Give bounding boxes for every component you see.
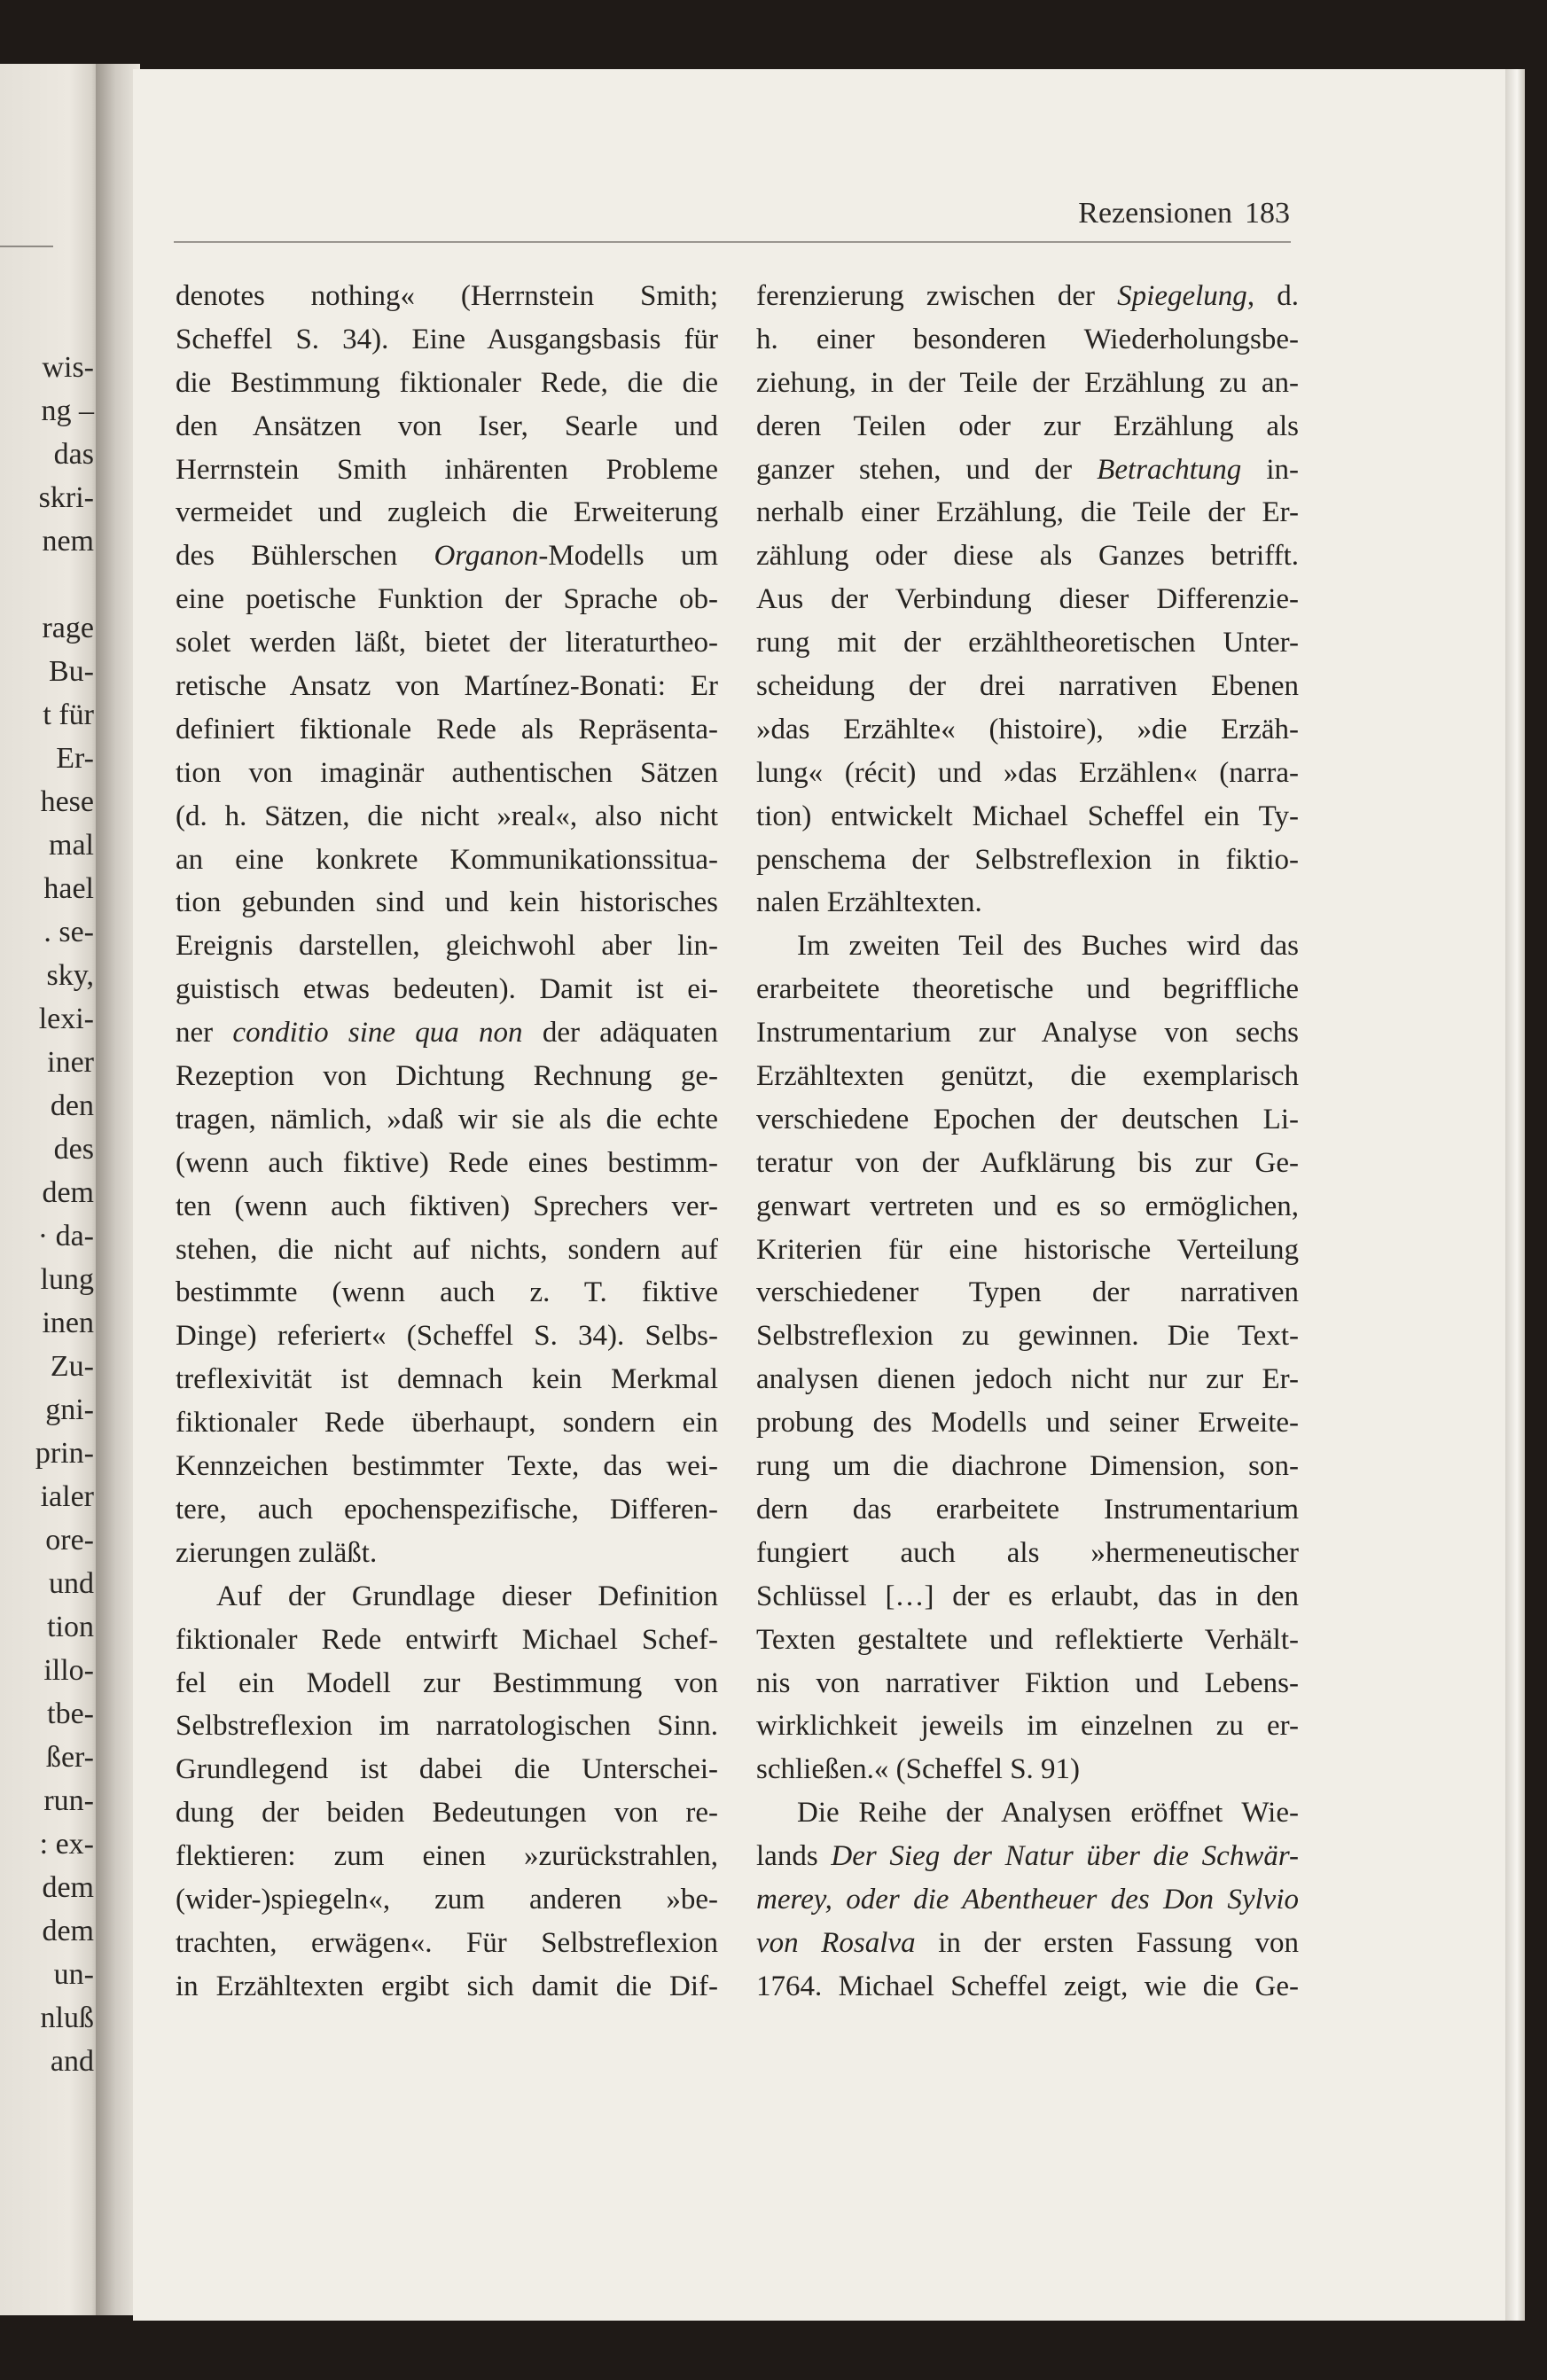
previous-page-fragment: den <box>50 1089 94 1122</box>
text-segment: treflexivität ist demnach kein Merkmal <box>176 1363 718 1396</box>
text-segment: scheidung der drei narrativen Ebenen <box>756 670 1299 703</box>
text-segment: verschiedener Typen der narrativen <box>756 1276 1299 1309</box>
previous-page-fragment: dem <box>42 1176 94 1209</box>
previous-page-fragment: inen <box>42 1307 94 1339</box>
text-line <box>176 362 718 405</box>
text-line <box>756 1229 1299 1272</box>
text-segment: zierungen zuläßt. <box>176 1536 378 1569</box>
text-segment: definiert fiktionale Rede als Repräsenta- <box>176 713 718 745</box>
text-line <box>176 1185 718 1229</box>
text-segment: tion von imaginär authentischen Sätzen <box>176 756 718 789</box>
text-segment: Dinge) referiert« (Scheffel S. 34). Selbs- <box>176 1320 718 1353</box>
previous-page-edge <box>0 64 99 2315</box>
text-segment: Kennzeichen bestimmter Texte, das wei- <box>176 1450 718 1483</box>
running-head <box>984 197 1290 238</box>
italic-text: conditio sine qua non <box>232 1017 523 1050</box>
text-segment: schließen.« (Scheffel S. 91) <box>756 1753 1081 1786</box>
text-segment: solet werden läßt, bietet der literaturtheo- <box>176 627 718 659</box>
text-line <box>176 881 718 925</box>
previous-page-fragment: wis- <box>42 351 94 384</box>
text-line <box>176 839 718 882</box>
text-segment: tragen, nämlich, »daß wir sie als die echte <box>176 1103 718 1135</box>
italic-text: Organon <box>434 540 539 573</box>
text-line <box>756 1878 1299 1922</box>
text-line <box>176 1878 718 1922</box>
text-line <box>756 665 1299 708</box>
text-segment: dung der beiden Bedeutungen von re- <box>176 1797 718 1830</box>
text-segment: penschema der Selbstreflexion in fiktio- <box>756 843 1299 876</box>
text-segment: Ereignis darstellen, gleichwohl aber lin- <box>176 930 718 963</box>
text-line <box>176 1142 718 1185</box>
text-segment: in der ersten Fassung von <box>915 1926 1299 1959</box>
text-segment: h. einer besonderen Wiederholungsbe- <box>756 323 1299 355</box>
text-segment: vermeidet und zugleich die Erweiterung <box>176 496 718 529</box>
previous-page-fragment: t für <box>43 698 94 731</box>
text-segment: , d. <box>1246 280 1299 312</box>
text-line <box>176 1315 718 1358</box>
text-line <box>176 1358 718 1401</box>
text-line <box>176 1098 718 1142</box>
text-line <box>756 535 1299 578</box>
text-segment: nerhalb einer Erzählung, die Teile der Er- <box>756 496 1299 529</box>
text-segment: zählung oder diese als Ganzes betrifft. <box>756 540 1299 573</box>
previous-page-fragment: prin- <box>35 1437 94 1470</box>
text-line <box>756 968 1299 1011</box>
text-segment: (wider-)spiegeln«, zum anderen »be- <box>176 1883 718 1916</box>
text-segment: fel ein Modell zur Bestimmung von <box>176 1666 718 1699</box>
text-line <box>756 405 1299 449</box>
text-segment: Instrumentarium zur Analyse von sechs <box>756 1017 1299 1050</box>
text-line <box>756 362 1299 405</box>
text-line <box>756 1011 1299 1055</box>
previous-page-fragment: ng – <box>41 394 94 427</box>
text-line <box>176 449 718 492</box>
text-segment: fiktionaler Rede entwirft Michael Schef- <box>176 1623 718 1656</box>
text-segment: denotes nothing« (Herrnstein Smith; <box>176 280 718 312</box>
text-line <box>756 795 1299 839</box>
italic-text: merey, oder die Abentheuer des Don Sylvio <box>756 1883 1299 1916</box>
text-line <box>756 1271 1299 1315</box>
text-line <box>176 1575 718 1619</box>
text-segment: tion gebunden sind und kein historisches <box>176 886 718 919</box>
text-segment: Im zweiten Teil des Buches wird das <box>797 930 1299 963</box>
text-segment: Texten gestaltete und reflektierte Verhält- <box>756 1623 1299 1656</box>
text-line <box>756 881 1299 925</box>
previous-page-fragment: un- <box>53 1958 94 1991</box>
text-line <box>756 275 1299 318</box>
text-column-left <box>176 275 718 2009</box>
text-line <box>176 405 718 449</box>
text-line <box>176 1705 718 1748</box>
previous-page-fragment: hese <box>40 785 94 818</box>
text-line <box>756 1358 1299 1401</box>
text-line <box>176 318 718 362</box>
text-line <box>756 1185 1299 1229</box>
text-segment: stehen, die nicht auf nichts, sondern auf <box>176 1233 718 1266</box>
previous-page-fragment: rage <box>42 612 94 644</box>
previous-page-fragment: lung <box>40 1263 94 1296</box>
text-segment: Scheffel S. 34). Eine Ausgangsbasis für <box>176 323 718 355</box>
text-line <box>756 752 1299 795</box>
text-line <box>176 708 718 752</box>
text-segment: rung mit der erzähltheoretischen Unter- <box>756 627 1299 659</box>
text-segment: Rezeption von Dichtung Rechnung ge- <box>176 1060 718 1093</box>
text-segment: analysen dienen jedoch nicht nur zur Er- <box>756 1363 1299 1396</box>
text-segment: Grundlegend ist dabei die Unterschei- <box>176 1753 718 1786</box>
text-line <box>176 1619 718 1662</box>
text-segment: in- <box>1241 453 1299 486</box>
text-line <box>176 1662 718 1705</box>
text-segment: Selbstreflexion zu gewinnen. Die Text- <box>756 1320 1299 1353</box>
text-segment: an eine konkrete Kommunikationssitua- <box>176 843 718 876</box>
previous-page-fragment: illo- <box>43 1654 94 1687</box>
text-line <box>756 925 1299 968</box>
text-line <box>176 795 718 839</box>
text-segment: 1764. Michael Scheffel zeigt, wie die Ge- <box>756 1970 1299 2002</box>
previous-page-fragment: tbe- <box>47 1697 94 1730</box>
text-segment: Auf der Grundlage dieser Definition <box>216 1580 718 1612</box>
previous-page-fragment: ialer <box>40 1480 94 1513</box>
text-line <box>176 1401 718 1445</box>
text-segment: in Erzähltexten ergibt sich damit die Dif- <box>176 1970 718 2002</box>
previous-page-header-rule <box>0 246 53 247</box>
previous-page-fragment: nluß <box>40 2002 94 2034</box>
previous-page-fragment: Bu- <box>49 655 94 688</box>
text-segment: teratur von der Aufklärung bis zur Ge- <box>756 1146 1299 1179</box>
text-segment: probung des Modells und seiner Erweite- <box>756 1407 1299 1440</box>
text-segment: deren Teilen oder zur Erzählung als <box>756 410 1299 442</box>
italic-text: Der Sieg der Natur über die Schwär- <box>831 1840 1299 1873</box>
text-segment: lands <box>756 1840 832 1873</box>
text-line <box>756 1922 1299 1965</box>
previous-page-fragment: und <box>49 1567 94 1600</box>
text-segment: dern das erarbeitete Instrumentarium <box>756 1493 1299 1526</box>
text-segment: Selbstreflexion im narratologischen Sinn. <box>176 1710 718 1743</box>
previous-page-fragment: run- <box>43 1784 94 1817</box>
text-line <box>176 1748 718 1791</box>
text-line <box>176 1965 718 2009</box>
text-segment: tion) entwickelt Michael Scheffel ein Ty- <box>756 800 1299 832</box>
text-line <box>756 449 1299 492</box>
text-line <box>176 578 718 621</box>
text-segment: nalen Erzähltexten. <box>756 886 982 919</box>
text-line <box>756 1315 1299 1358</box>
previous-page-fragment: lexi- <box>38 1003 94 1035</box>
text-line <box>176 275 718 318</box>
text-segment: Aus der Verbindung dieser Differenzie- <box>756 583 1299 616</box>
text-line <box>176 1055 718 1098</box>
text-segment: lung« (récit) und »das Erzählen« (narra- <box>756 756 1299 789</box>
text-line <box>176 1791 718 1835</box>
text-segment: wirklichkeit jeweils im einzelnen zu er- <box>756 1710 1299 1743</box>
text-line <box>176 752 718 795</box>
previous-page-fragment: dem <box>42 1915 94 1947</box>
previous-page-fragment: dem <box>42 1871 94 1904</box>
text-line <box>756 1488 1299 1532</box>
text-segment: »das Erzählte« (histoire), »die Erzäh- <box>756 713 1299 745</box>
page-number: 183 <box>1245 197 1290 230</box>
text-line <box>756 1705 1299 1748</box>
text-line <box>176 968 718 1011</box>
text-line <box>756 1445 1299 1488</box>
italic-text: von Rosalva <box>756 1926 916 1959</box>
previous-page-fragment <box>35 563 94 606</box>
text-segment: rung um die diachrone Dimension, son- <box>756 1450 1299 1483</box>
text-segment: der adäquaten <box>522 1017 718 1050</box>
text-segment: (d. h. Sätzen, die nicht »real«, also nicht <box>176 800 718 832</box>
italic-text: Betrachtung <box>1097 453 1242 486</box>
text-segment: eine poetische Funktion der Sprache ob- <box>176 583 718 616</box>
text-line <box>176 1445 718 1488</box>
text-segment: ferenzierung zwischen der <box>756 280 1118 312</box>
text-line <box>176 535 718 578</box>
text-line <box>756 839 1299 882</box>
text-line <box>756 1791 1299 1835</box>
text-line <box>176 1488 718 1532</box>
text-line <box>176 925 718 968</box>
previous-page-fragment: Zu- <box>50 1350 94 1383</box>
previous-page-fragment: . se- <box>43 916 94 948</box>
text-line <box>756 1532 1299 1575</box>
text-line <box>756 1662 1299 1705</box>
previous-page-fragment: and <box>50 2045 94 2078</box>
previous-page-fragment: nem <box>42 525 94 558</box>
text-column-right <box>756 275 1299 2009</box>
text-segment: ganzer stehen, und der <box>756 453 1098 486</box>
text-segment: -Modells um <box>538 540 718 573</box>
previous-page-fragment: skri- <box>38 481 94 514</box>
text-segment: den Ansätzen von Iser, Searle und <box>176 410 718 442</box>
running-head-title: Rezensionen <box>1078 197 1232 230</box>
text-segment: Erzähltexten genützt, die exemplarisch <box>756 1060 1299 1093</box>
text-line <box>176 665 718 708</box>
previous-page-fragment: hael <box>43 872 94 905</box>
text-segment: des Bühlerschen <box>176 540 434 573</box>
text-segment: die Bestimmung fiktionaler Rede, die die <box>176 366 718 399</box>
text-segment: genwart vertreten und es so ermöglichen, <box>756 1190 1299 1222</box>
page-stack-edge <box>1505 69 1525 2321</box>
previous-page-line-fragments <box>35 346 94 2083</box>
previous-page-fragment: das <box>53 438 94 471</box>
text-segment: fiktionaler Rede überhaupt, sondern ein <box>176 1407 718 1440</box>
text-line <box>176 1835 718 1878</box>
text-line <box>756 318 1299 362</box>
running-head-rule <box>174 241 1291 243</box>
previous-page-fragment: : ex- <box>39 1828 94 1861</box>
previous-page-fragment: mal <box>49 829 94 862</box>
text-segment: trachten, erwägen«. Für Selbstreflexion <box>176 1926 718 1959</box>
text-line <box>176 1532 718 1575</box>
text-line <box>756 621 1299 665</box>
text-segment: ner <box>176 1017 233 1050</box>
italic-text: Spiegelung <box>1117 280 1247 312</box>
text-line <box>756 1835 1299 1878</box>
text-line <box>756 1401 1299 1445</box>
previous-page-fragment: sky, <box>46 959 94 992</box>
text-line <box>176 491 718 535</box>
text-line <box>756 1965 1299 2009</box>
text-line <box>756 708 1299 752</box>
text-segment: Die Reihe der Analysen eröffnet Wie- <box>797 1797 1299 1830</box>
text-line <box>756 1142 1299 1185</box>
text-segment: nis von narrativer Fiktion und Lebens- <box>756 1666 1299 1699</box>
previous-page-fragment: · da- <box>37 1220 94 1252</box>
text-line <box>756 1619 1299 1662</box>
previous-page-fragment: Er- <box>56 742 94 775</box>
text-segment: fungiert auch als »hermeneutischer <box>756 1536 1299 1569</box>
previous-page-fragment: ore- <box>45 1524 94 1557</box>
text-segment: bestimmte (wenn auch z. T. fiktive <box>176 1276 718 1309</box>
text-line <box>176 1271 718 1315</box>
text-line <box>756 1748 1299 1791</box>
text-line <box>756 1055 1299 1098</box>
previous-page-fragment: gni- <box>45 1393 94 1426</box>
text-segment: Schlüssel […] der es erlaubt, das in den <box>756 1580 1299 1612</box>
text-segment: tere, auch epochenspezifische, Differen- <box>176 1493 718 1526</box>
text-line <box>176 621 718 665</box>
text-segment: ten (wenn auch fiktiven) Sprechers ver- <box>176 1190 718 1222</box>
text-line <box>756 491 1299 535</box>
previous-page-fragment: des <box>53 1133 94 1166</box>
previous-page-fragment: iner <box>47 1046 94 1079</box>
text-segment: guistisch etwas bedeuten). Damit ist ei- <box>176 973 718 1006</box>
text-segment: (wenn auch fiktive) Rede eines bestimm- <box>176 1146 718 1179</box>
text-line <box>756 578 1299 621</box>
text-segment: erarbeitete theoretische und begriffliche <box>756 973 1299 1006</box>
text-segment: Herrnstein Smith inhärenten Probleme <box>176 453 718 486</box>
text-line <box>176 1011 718 1055</box>
text-line <box>176 1229 718 1272</box>
text-segment: flektieren: zum einen »zurückstrahlen, <box>176 1840 718 1873</box>
text-segment: Kriterien für eine historische Verteilung <box>756 1233 1299 1266</box>
text-line <box>756 1098 1299 1142</box>
text-segment: ziehung, in der Teile der Erzählung zu an- <box>756 366 1299 399</box>
text-line <box>176 1922 718 1965</box>
text-line <box>756 1575 1299 1619</box>
previous-page-fragment: tion <box>47 1611 94 1643</box>
previous-page-fragment: ßer- <box>45 1741 94 1774</box>
text-segment: retische Ansatz von Martínez-Bonati: Er <box>176 670 718 703</box>
text-segment: verschiedene Epochen der deutschen Li- <box>756 1103 1299 1135</box>
